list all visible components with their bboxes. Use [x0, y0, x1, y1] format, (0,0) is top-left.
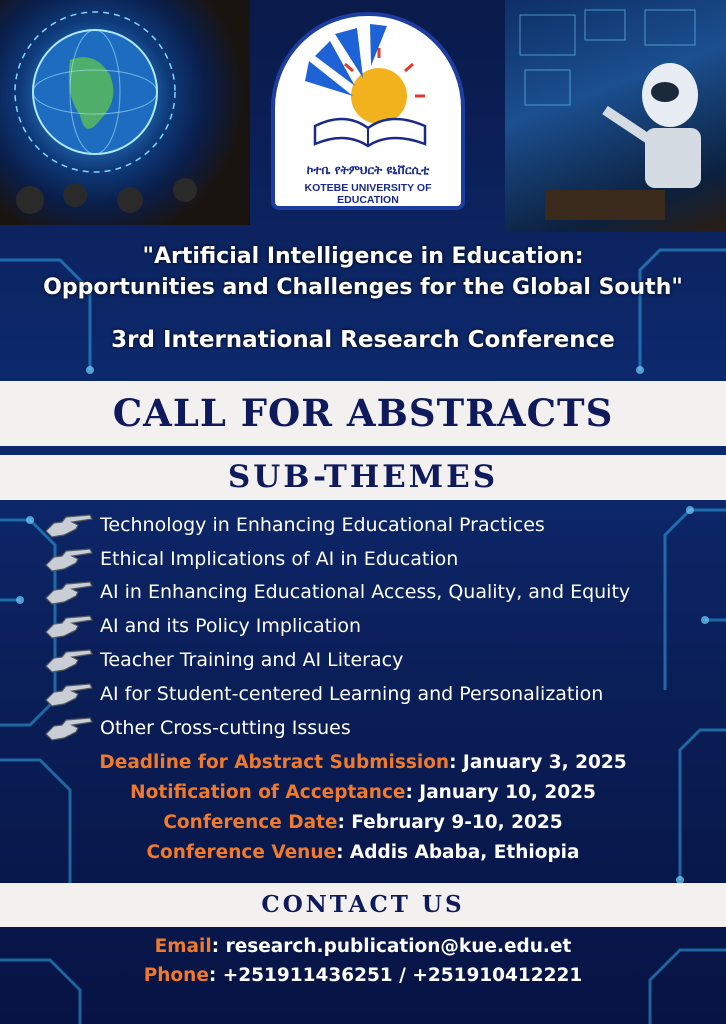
conference-date-label: Conference Date	[163, 812, 338, 833]
sub-themes-list	[44, 508, 724, 745]
pointing-hand-icon	[44, 714, 96, 742]
venue-line	[0, 842, 726, 863]
logo-amharic-text: ኮተቤ የትምህርት ዩኒቨርሲቲ	[306, 163, 430, 177]
sub-theme-text: AI in Enhancing Educational Access, Quality, and Equity	[100, 581, 631, 604]
notification-value: : January 10, 2025	[405, 782, 596, 803]
notification-line	[0, 782, 726, 803]
university-logo	[271, 12, 465, 210]
title-line-2: Opportunities and Challenges for the Global South"	[43, 275, 683, 300]
conference-date-value: : February 9-10, 2025	[337, 812, 563, 833]
conference-date-line	[0, 812, 726, 833]
email-label: Email	[154, 936, 212, 957]
globe-icon	[0, 0, 250, 225]
conference-subtitle: 3rd International Research Conference	[111, 327, 615, 353]
list-item	[44, 609, 724, 643]
list-item	[44, 711, 724, 745]
sub-themes-heading: SUB-THEMES	[0, 455, 726, 500]
robot-photo	[505, 0, 726, 232]
list-item	[44, 542, 724, 576]
email-line	[0, 936, 726, 957]
deadline-line	[0, 752, 726, 773]
list-item	[44, 576, 724, 610]
contact-us-heading: CONTACT US	[0, 883, 726, 927]
sub-theme-text: Technology in Enhancing Educational Practices	[100, 513, 545, 536]
venue-label: Conference Venue	[146, 842, 337, 863]
list-item	[44, 508, 724, 542]
sub-theme-text: AI and its Policy Implication	[100, 615, 361, 638]
sub-theme-text: AI for Student-centered Learning and Personalization	[100, 682, 604, 705]
email-value[interactable]: : research.publication@kue.edu.et	[211, 936, 572, 957]
phone-line	[0, 965, 726, 986]
robot-icon	[505, 0, 726, 232]
sub-theme-text: Ethical Implications of AI in Education	[100, 547, 459, 570]
venue-value: : Addis Ababa, Ethiopia	[336, 842, 580, 863]
pointing-hand-icon	[44, 578, 96, 606]
sub-theme-text: Teacher Training and AI Literacy	[100, 649, 404, 672]
pointing-hand-icon	[44, 646, 96, 674]
sub-theme-text: Other Cross-cutting Issues	[100, 716, 351, 739]
pointing-hand-icon	[44, 680, 96, 708]
pointing-hand-icon	[44, 545, 96, 573]
pointing-hand-icon	[44, 612, 96, 640]
list-item	[44, 643, 724, 677]
list-item	[44, 677, 724, 711]
title-line-1: "Artificial Intelligence in Education:	[142, 244, 584, 269]
logo-emblem-icon	[275, 16, 461, 161]
phone-label: Phone	[143, 965, 209, 986]
globe-photo	[0, 0, 250, 225]
deadline-value: : January 3, 2025	[449, 752, 627, 773]
phone-value[interactable]: : +251911436251 / +251910412221	[208, 965, 583, 986]
call-for-abstracts-banner: CALL FOR ABSTRACTS	[0, 381, 726, 446]
pointing-hand-icon	[44, 511, 96, 539]
logo-english-text: KOTEBE UNIVERSITY OF EDUCATION	[304, 182, 432, 206]
notification-label: Notification of Acceptance	[130, 782, 406, 803]
deadline-label: Deadline for Abstract Submission	[99, 752, 450, 773]
